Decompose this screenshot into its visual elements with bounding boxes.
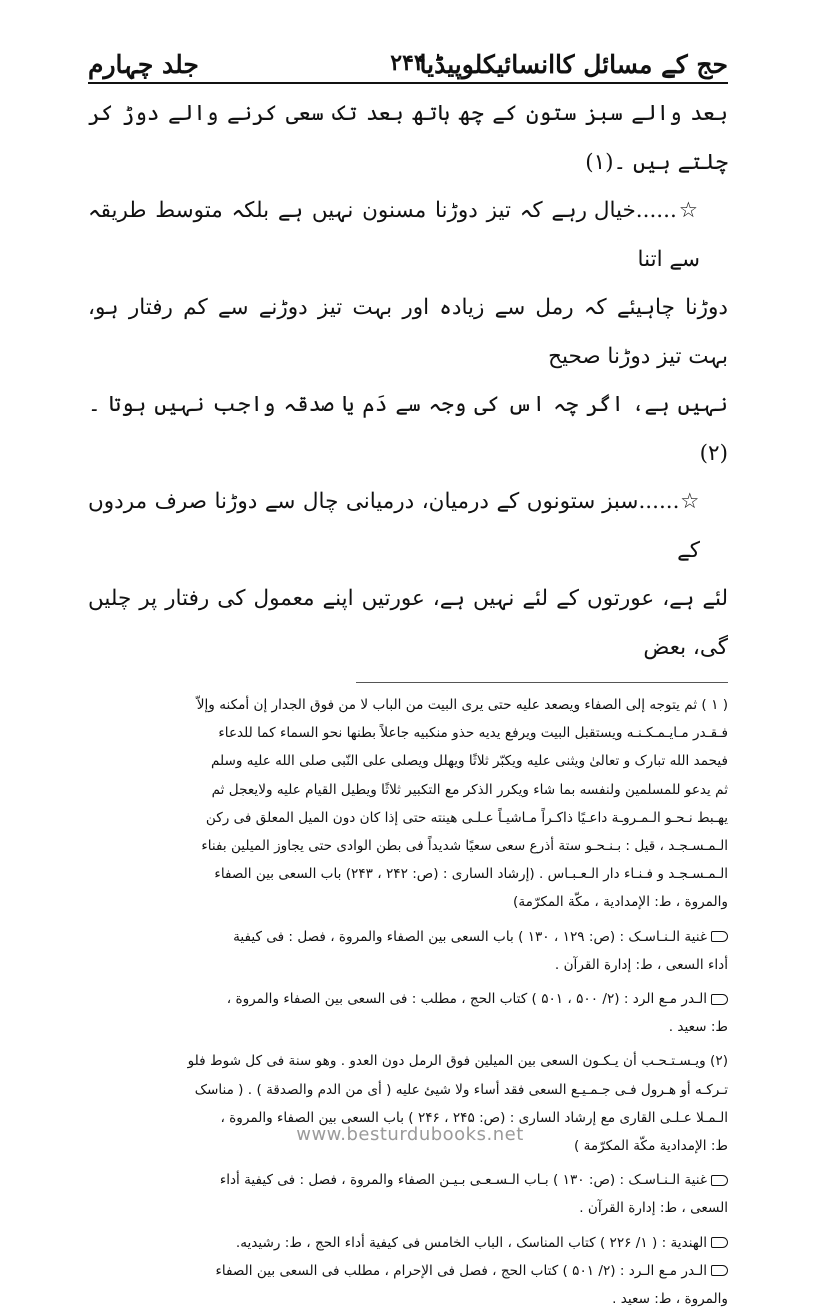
footnote-2-reference bbox=[88, 1166, 728, 1222]
reference-pointer-icon bbox=[711, 1175, 728, 1186]
footnotes bbox=[88, 691, 728, 1313]
book-title: حج کے مسائل کاانسائیکلوپیڈیا bbox=[419, 49, 728, 79]
footnote-line: الـدر مـع الرد : (۲/ ۵۰۰ ، ۵۰۱ ) كتاب الحج ، مطلب : فى السعى بين الصفاء والمروة ، bbox=[88, 985, 728, 1013]
text-line: نہیں ہے، اگر چہ اس کی وجہ سے دَم یا صدقہ واجب نہیں ہوتا ۔(۲) bbox=[88, 392, 728, 466]
footnote-line: (۲) ويـسـتـحـب أن يـكـون السعى بين الميلين فوق الرمل دون العدو . وهو سنة فى كل شوط فلو bbox=[187, 1053, 728, 1070]
footnote-2-reference bbox=[88, 1229, 728, 1257]
website-watermark: www.besturdubooks.net bbox=[296, 1124, 524, 1145]
footnote-line: ط: الإمدادية مكّة المكرّمة ) bbox=[573, 1138, 728, 1155]
footnote-line: ط: سعيد . bbox=[668, 1019, 728, 1036]
footnote-line: ( ۱ ) ثم يتوجه إلى الصفاء ويصعد عليه حتى يرى البيت من الباب لا من فوق الجدار إن أمكنه وإلاّ bbox=[196, 697, 728, 713]
footnote-line: الـدر مـع الـرد : (۲/ ۵۰۱ ) كتاب الحج ، فصل فى الإحرام ، مطلب فى السعى بين الصفاء bbox=[88, 1257, 728, 1285]
footnote-1 bbox=[88, 691, 728, 917]
text-line: دوڑنا چاہیئے کہ رمل سے زیادہ اور بہت تیز دوڑنے سے کم رفتار ہو، بہت تیز دوڑنا صحیح bbox=[88, 295, 728, 369]
text-line: ☆......خیال رہے کہ تیز دوڑنا مسنون نہیں ہے بلکہ متوسط طریقہ سے اتنا bbox=[88, 198, 700, 272]
footnote-line: السعى ، ط: إدارة القرآن . bbox=[579, 1200, 728, 1217]
text-line: بعد والے سبز ستون کے چھ ہاتھ بعد تک سعی کرنے والے دوڑ کر چلتے ہیں ۔(۱) bbox=[88, 101, 728, 175]
footnote-line: فـقـدر مـايـمـكـنـه ويستقبل البيت ويرفع يديه حذو منكبيه جاعلاً بطنها نحو السماء كما للدعاء bbox=[218, 725, 728, 742]
footnote-divider bbox=[356, 682, 728, 683]
footnote-line: تـركـه أو هـرول فـى جـمـيـع السعى فقد أساء ولا شيئ عليه ( أى من الدم والصدقة ) . ( مناسک bbox=[194, 1081, 728, 1098]
footnote-1-reference bbox=[88, 985, 728, 1041]
footnote-line: ثم يدعو للمسلمين ولنفسه بما شاء ويكرر الذكر مع التكبير ثلاثًا ويطيل القيام عليه ولايعجل ثم bbox=[211, 781, 728, 798]
footnote-line: الـمـلا عـلـى القارى مع إرشاد السارى : (ص: ۲۴۵ ، ۲۴۶ ) باب السعى بين الصفاء والمروة ، bbox=[220, 1109, 728, 1126]
footnote-line: الهندية : ( ۱/ ۲۲۶ ) كتاب المناسک ، الباب الخامس فى كيفية أداء الحج ، ط: رشيديه. bbox=[88, 1229, 728, 1257]
text-line: لئے ہے، عورتوں کے لئے نہیں ہے، عورتیں اپنے معمول کی رفتار پر چلیں گی، بعض bbox=[88, 586, 728, 660]
text-line: ☆......سبز ستونوں کے درمیان، درمیانی چال سے دوڑنا صرف مردوں کے bbox=[88, 489, 700, 563]
reference-pointer-icon bbox=[711, 1237, 728, 1248]
footnote-line: غنية الـنـاسـک : (ص: ۱۲۹ ، ۱۳۰ ) باب السعى بين الصفاء والمروة ، فصل : فى كيفية bbox=[88, 923, 728, 951]
star-icon: ☆...... bbox=[635, 198, 700, 223]
main-text bbox=[88, 90, 728, 672]
footnote-line: الـمـسـجـد و فـنـاء دار الـعـبـاس . (إرشاد السارى : (ص: ۲۴۲ ، ۲۴۳) باب السعى بين الصفاء bbox=[214, 866, 728, 883]
reference-pointer-icon bbox=[711, 994, 728, 1005]
reference-pointer-icon bbox=[711, 931, 728, 942]
footnote-1-reference bbox=[88, 923, 728, 979]
footnote-line: يهـبط نـحـو الـمـروـة داعـيًا ذاكـراً مـاشيـاً عـلـى هينته حتى إذا كان دون الميل المعلق فى ركن bbox=[205, 809, 728, 826]
footnote-line: والمروة ، ط: سعيد . bbox=[612, 1291, 728, 1308]
volume-label: جلد چہارم bbox=[88, 49, 199, 79]
page-number: ۲۴۴ bbox=[390, 50, 426, 76]
footnote-line: الـمـسـجـد ، قيل : بـنـحـو ستة أذرع سعى سعيًا شديداً فى بطن الوادى حتى يجاوز الميلين بفناء bbox=[201, 838, 728, 855]
footnote-2-reference bbox=[88, 1257, 728, 1313]
reference-pointer-icon bbox=[711, 1265, 728, 1276]
star-icon: ☆...... bbox=[638, 489, 700, 514]
page-header bbox=[88, 28, 728, 84]
footnote-line: فيحمد الله تبارک و تعالىٰ ويثنى عليه ويكبّر ثلاثًا ويهلل ويصلى على النّبى صلى الله عليه وسلم bbox=[210, 753, 728, 770]
footnote-line: أداء السعى ، ط: إدارة القرآن . bbox=[554, 956, 728, 973]
footnote-line: والمروة ، ط: الإمدادية ، مكّة المكرّمة) bbox=[513, 894, 728, 911]
footnote-line: غنية الـنـاسـک : (ص: ۱۳۰ ) بـاب الـسـعـى بـيـن الصفاء والمروة ، فصل : فى كيفية أداء bbox=[88, 1166, 728, 1194]
